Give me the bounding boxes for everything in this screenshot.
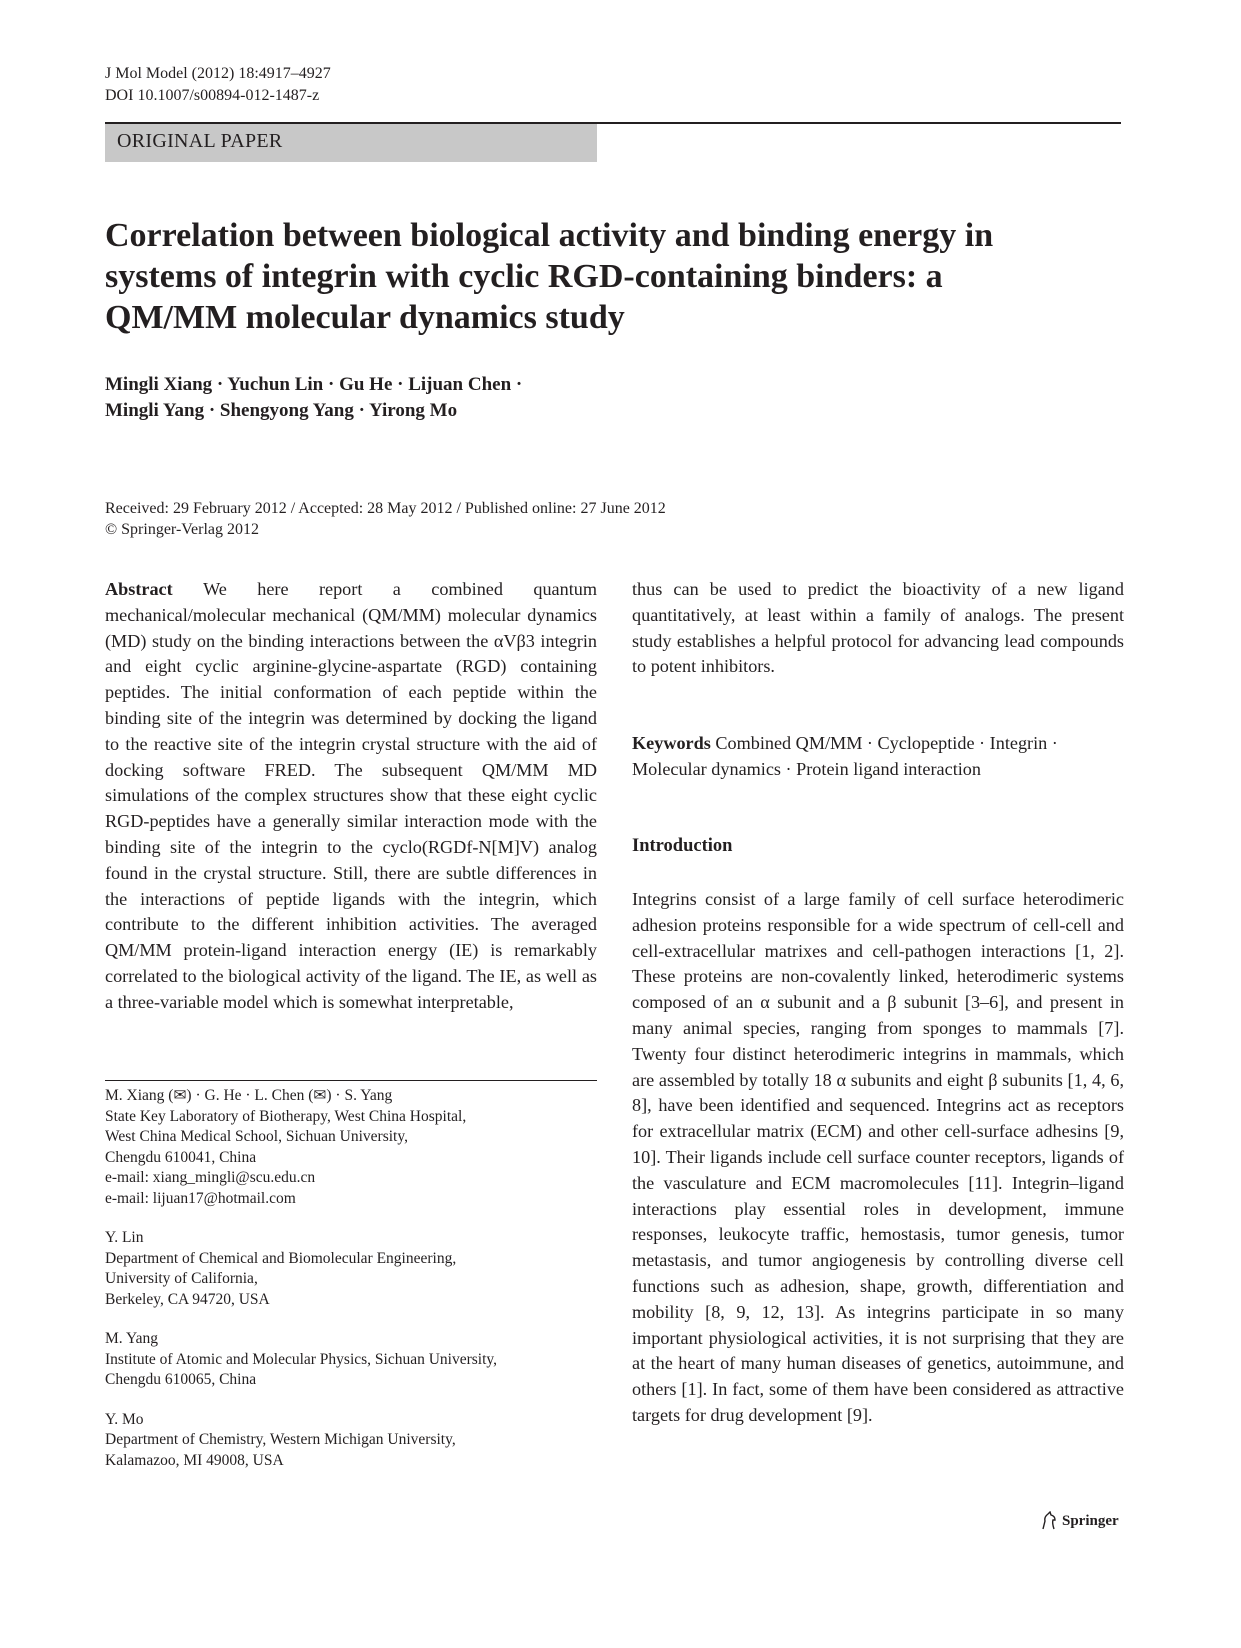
affiliation-block [105,1086,597,1209]
keywords-label: Keywords [632,733,711,753]
introduction-body [632,887,1124,1429]
copyright-line: © Springer-Verlag 2012 [105,521,260,538]
authors-line-1: Mingli Xiang · Yuchun Lin · Gu He · Lijuan Chen · [105,374,523,395]
affiliation-line: e-mail: lijuan17@hotmail.com [105,1189,296,1207]
author-list [105,372,522,424]
doi-line: DOI 10.1007/s00894-012-1487-z [105,87,320,104]
journal-citation [105,63,331,107]
affiliation-line: Kalamazoo, MI 49008, USA [105,1451,284,1469]
affiliation-line: State Key Laboratory of Biotherapy, West China Hospital, [105,1107,467,1125]
affiliation-line: M. Yang [105,1330,158,1347]
affiliation-line: M. Xiang (✉) · G. He · L. Chen (✉) · S. Yang [105,1087,393,1104]
affiliation-line: e-mail: xiang_mingli@scu.edu.cn [105,1169,316,1186]
affiliation-line: Chengdu 610041, China [105,1148,257,1166]
affiliation-line: University of California, [105,1270,258,1287]
affiliation-line: Y. Mo [105,1410,144,1428]
paper-title: Correlation between biological activity and binding energy in systems of integrin with cyclic RGD-containing binders: a QM/MM molecular dynamics study [105,217,994,336]
keywords-text: Combined QM/MM · Cyclopeptide · Integrin · Molecular dynamics · Protein ligand interaction [632,733,1058,779]
publication-dates [105,498,666,540]
affiliation-line: Department of Chemical and Biomolecular Engineering, [105,1249,457,1267]
section-band [105,124,597,162]
publisher-name: Springer [1062,1512,1119,1529]
springer-horse-icon [1040,1511,1058,1531]
affiliation-block [105,1329,597,1391]
affiliation-line: Department of Chemistry, Western Michigan University, [105,1431,456,1448]
introduction-heading: Introduction [632,836,733,856]
affiliations [105,1086,597,1490]
affiliation-block [105,1228,597,1310]
abstract-text-left: We here report a combined quantum mechanical/molecular mechanical (QM/MM) molecular dynamics (MD) study on the binding interactions between the αVβ3 integrin and eight cyclic arginine-glycine-aspartate (RGD) containing peptides. The initial conformation of each peptide within the binding site of the integrin was determined by docking the ligand to the reactive site of the integrin crystal structure with the aid of docking software FRED. The subsequent QM/MM MD simulations of the complex structures show that these eight cyclic RGD-peptides have a generally similar interaction mode with the binding site of the integrin to the cyclo(RGDf-N[M]V) analog found in the crystal structure. Still, there are subtle differences in the interactions of peptide ligands with the integrin, which contribute to the different inhibition activities. The averaged QM/MM protein-ligand interaction energy (IE) is remarkably correlated to the biological activity of the ligand. The IE, as well as a three-variable model which is somewhat interpretable, [105,579,598,1012]
abstract-text-right: thus can be used to predict the bioactivity of a new ligand quantitatively, at least within a family of analogs. The present study establishes a helpful protocol for advancing lead compounds to potent inhibitors. [632,579,1124,677]
affiliation-block [105,1410,597,1472]
affiliation-line: Institute of Atomic and Molecular Physics, Sichuan University, [105,1350,498,1368]
publisher-logo [1040,1511,1119,1531]
affiliation-line: West China Medical School, Sichuan University, [105,1128,408,1145]
abstract-label: Abstract [105,579,173,599]
affiliation-line: Y. Lin [105,1229,144,1246]
journal-line: J Mol Model (2012) 18:4917–4927 [105,65,331,82]
affiliation-line: Berkeley, CA 94720, USA [105,1290,270,1308]
affiliation-line: Chengdu 610065, China [105,1371,257,1388]
section-label: ORIGINAL PAPER [117,130,283,152]
keywords [632,731,1124,783]
introduction-text: Integrins consist of a large family of cell surface heterodimeric adhesion proteins responsible for a wide spectrum of cell-cell and cell-extracellular matrixes and cell-pathogen interactions [1, 2]. These proteins are non-covalently linked, heterodimeric systems composed of an α subunit and a β subunit [3–6], and present in many animal species, ranging from sponges to mammals [7]. Twenty four distinct heterodimeric integrins in mammals, which are assembled by totally 18 α subunits and eight β subunits [1, 4, 6, 8], have been identified and sequenced. Integrins act as receptors for extracellular matrix (ECM) and other cell-surface adhesins [9, 10]. Their ligands include cell surface counter receptors, ligands of the vasculature and ECM macromolecules [11]. Integrin–ligand interactions play essential roles in development, immune responses, leukocyte traffic, hemostasis, tumor genesis, tumor metastasis, and tumor angiogenesis by controlling diverse cell functions such as adhesion, shape, growth, differentiation and mobility [8, 9, 12, 13]. As integrins participate in so many important physiological activities, it is not surprising that they are at the heart of many human diseases of genetics, autoimmune, and others [1]. In fact, some of them have been considered as attractive targets for drug development [9]. [632,889,1124,1425]
authors-line-2: Mingli Yang · Shengyong Yang · Yirong Mo [105,400,458,421]
affiliation-rule [105,1080,597,1081]
abstract-right [632,577,1124,680]
abstract-left [105,577,597,1016]
dates-line: Received: 29 February 2012 / Accepted: 28 May 2012 / Published online: 27 June 2012 [105,500,666,517]
